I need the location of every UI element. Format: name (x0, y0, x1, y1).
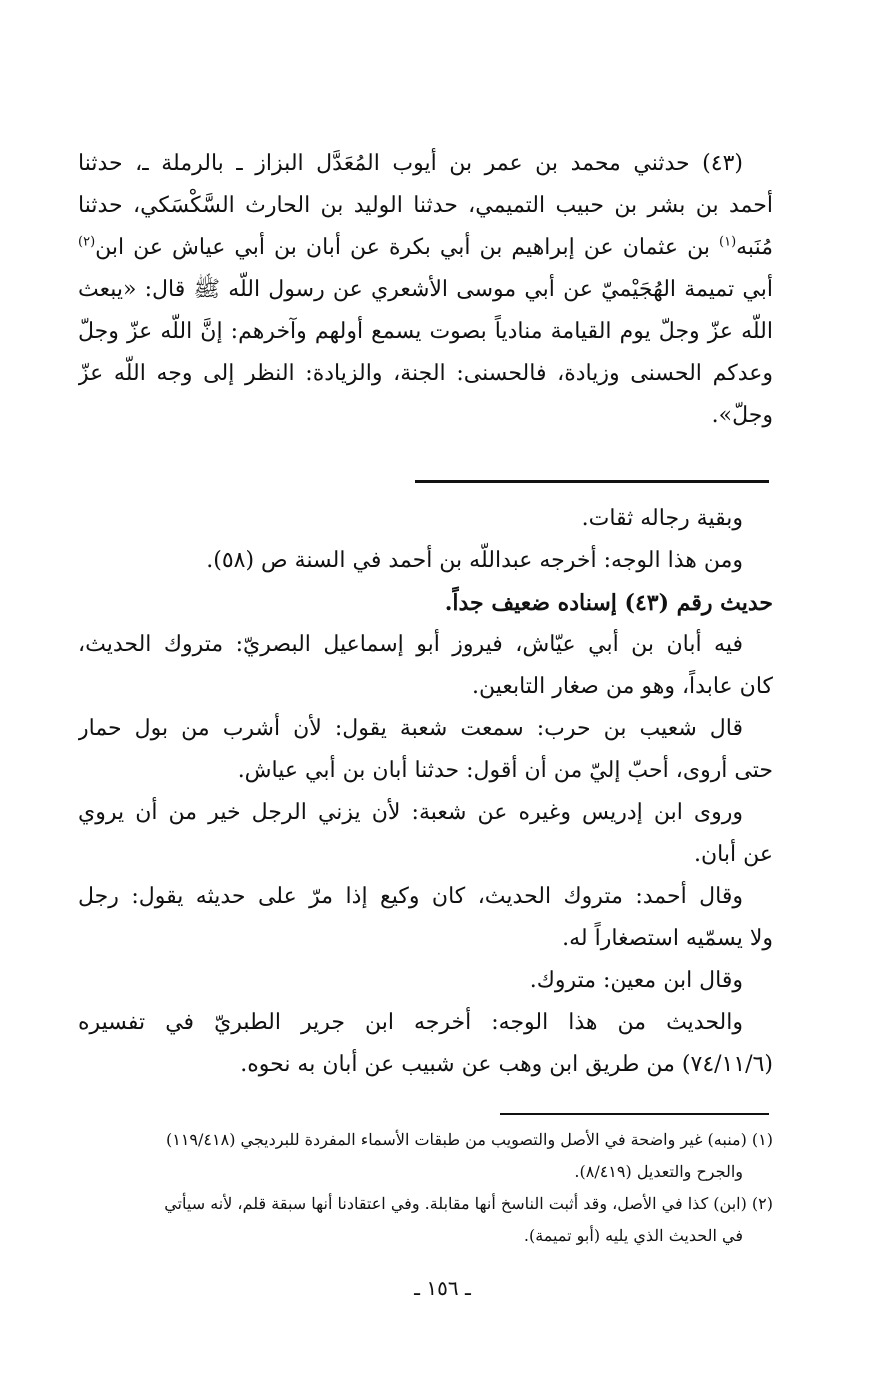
commentary-line: وبقية رجاله ثقات. (581, 506, 743, 531)
hadith-text-segment: بن عثمان عن إبراهيم بن أبي بكرة عن أبان بن أبي عياش عن ابن (95, 235, 719, 260)
commentary-line: ولا يسمّيه استصغاراً له. (562, 926, 773, 951)
commentary-line: حتى أروى، أحبّ إليّ من أن أقول: حدثنا أبان بن أبي عياش. (237, 758, 773, 783)
commentary-line: وقال أحمد: متروك الحديث، كان وكيع إذا مرّ على حديثه يقول: رجل (78, 884, 743, 909)
footnote-2-continuation: في الحديث الذي يليه (أبو تميمة). (523, 1226, 743, 1245)
hadith-line: اللّه عزّ وجلّ يوم القيامة منادياً بصوت يسمع أولهم وآخرهم: إنَّ اللّه عزّ وجلّ (78, 319, 773, 344)
commentary-line: عن أبان. (694, 842, 773, 867)
hadith-line-with-footnotes (78, 227, 773, 269)
hadith-line: (٤٣) حدثني محمد بن عمر بن أيوب المُعَدَّل البزاز ـ بالرملة ـ، حدثنا (78, 151, 743, 176)
hadith-line: أحمد بن بشر بن حبيب التميمي، حدثنا الوليد بن الحارث السَّكْسَكي، حدثنا (78, 193, 773, 218)
commentary-line: وقال ابن معين: متروك. (529, 968, 743, 993)
footnote-marker-2: (٢) (78, 234, 96, 250)
commentary-line: قال شعيب بن حرب: سمعت شعبة يقول: لأن أشرب من بول حمار (78, 716, 743, 741)
footnote-1-continuation: والجرح والتعديل (٨/٤١٩). (574, 1162, 743, 1181)
page-number: ـ ١٥٦ ـ (414, 1276, 471, 1300)
footnote-1: (١) (منبه) غير واضحة في الأصل والتصويب من طبقات الأسماء المفردة للبرديجي (١١٩/٤١٨) (165, 1130, 773, 1149)
commentary-line: وروى ابن إدريس وغيره عن شعبة: لأن يزني الرجل خير من أن يروي (78, 800, 743, 825)
hadith-line: وعدكم الحسنى وزيادة، فالحسنى: الجنة، والزيادة: النظر إلى وجه اللّه عزّ (78, 361, 773, 386)
footnote-marker-1: (١) (719, 234, 737, 250)
hadith-grade-heading: حديث رقم (٤٣) إسناده ضعيف جداً. (444, 590, 773, 616)
hadith-text-segment: مُنَبه (736, 235, 773, 260)
commentary-line: ومن هذا الوجه: أخرجه عبداللّه بن أحمد في السنة ص (٥٨). (206, 548, 743, 573)
footnotes (78, 1124, 773, 1252)
commentary-line: كان عابداً، وهو من صغار التابعين. (471, 674, 773, 699)
hadith-line: أبي تميمة الهُجَيْميّ عن أبي موسى الأشعري عن رسول اللّه ﷺ قال: «يبعث (78, 277, 773, 302)
commentary-line: والحديث من هذا الوجه: أخرجه ابن جرير الطبريّ في تفسيره (78, 1010, 743, 1035)
footnote-divider (500, 1113, 769, 1115)
hadith-text (78, 143, 773, 437)
commentary-line: (٧٤/١١/٦) من طريق ابن وهب عن شبيب عن أبان به نحوه. (240, 1052, 773, 1077)
section-divider (415, 480, 769, 483)
commentary (78, 498, 773, 1086)
commentary-line: فيه أبان بن أبي عيّاش، فيروز أبو إسماعيل البصريّ: متروك الحديث، (78, 632, 743, 657)
hadith-line: وجلّ». (711, 403, 773, 428)
footnote-2: (٢) (ابن) كذا في الأصل، وقد أثبت الناسخ أنها مقابلة. وفي اعتقادنا أنها سبقة قلم، لأنه سيأتي (164, 1194, 773, 1213)
